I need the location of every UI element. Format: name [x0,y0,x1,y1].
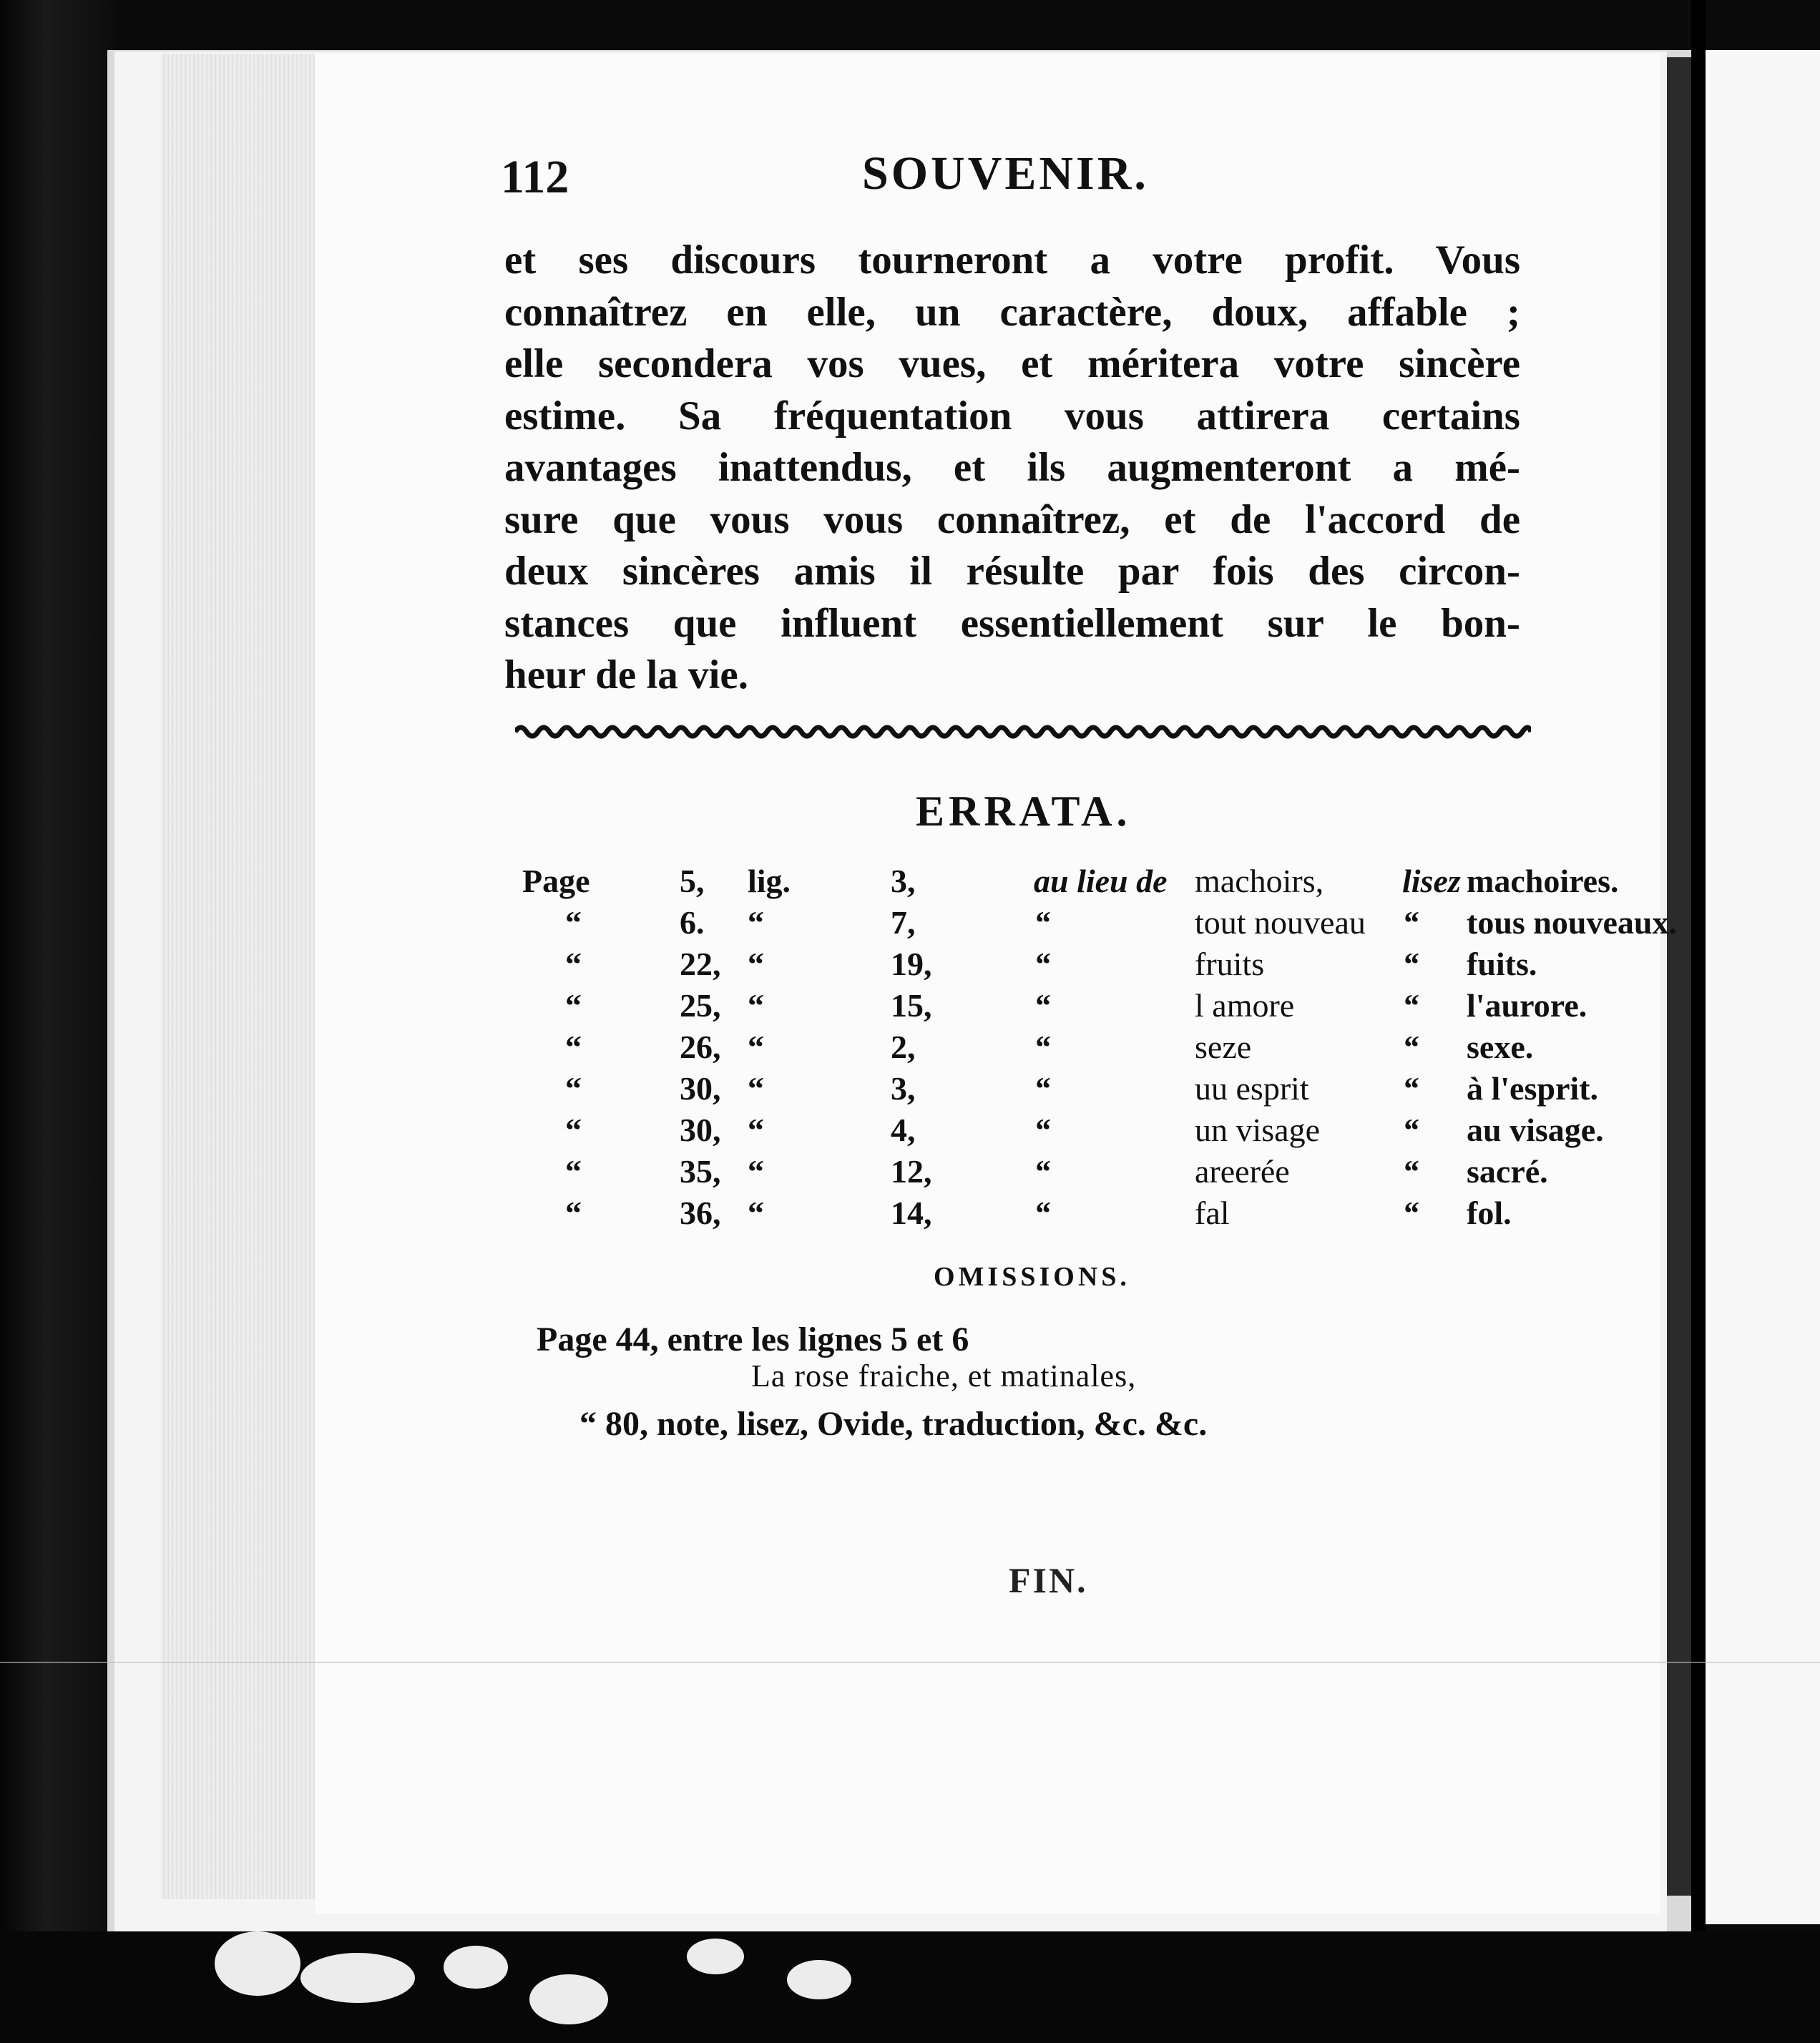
errata-line-label: “ [748,1112,764,1148]
errata-read-label: “ [1402,1153,1419,1190]
errata-wrong-text: l amore [1195,987,1295,1024]
fin-label: FIN. [1009,1560,1088,1600]
errata-wrong-text: un visage [1195,1112,1321,1148]
errata-line-label: “ [748,904,764,941]
errata-page-number: 30, [680,1112,721,1148]
errata-read-label: “ [1402,987,1419,1024]
body-line: et ses discours tourneront a votre profit. Vous [504,237,1520,283]
errata-correct-text: l'aurore. [1467,987,1587,1024]
errata-instead-of: “ [1034,1070,1050,1107]
errata-page-number: 5, [680,863,705,899]
errata-line-label: lig. [748,863,791,899]
errata-read-label: “ [1402,1195,1419,1231]
errata-read-label: “ [1402,1070,1419,1107]
errata-page-number: 6. [680,904,705,941]
errata-row [522,983,1677,1024]
page-number: 112 [501,151,569,203]
body-line: deux sincères amis il résulte par fois des circon- [504,549,1520,594]
errata-instead-of: “ [1034,1112,1050,1148]
body-line: sure que vous vous connaîtrez, et de l'accord de [504,496,1520,542]
body-line: stances que influent essentiellement sur le bon- [504,600,1520,646]
errata-title: ERRATA. [916,788,1132,835]
omission-line: La rose fraiche, et matinales, [751,1358,1137,1393]
errata-wrong-text: areerée [1195,1153,1290,1190]
body-line: connaîtrez en elle, un caractère, doux, affable ; [504,289,1520,335]
errata-line-label: “ [748,1029,764,1065]
errata-line-number: 4, [891,1112,916,1148]
facing-page-edge [1706,50,1820,1924]
errata-read-label: “ [1402,1029,1419,1065]
errata-line-number: 15, [891,987,932,1024]
errata-line-label: “ [748,1195,764,1231]
errata-line-label: “ [748,1070,764,1107]
errata-row [522,1066,1677,1107]
errata-correct-text: fol. [1467,1195,1512,1231]
errata-read-label: “ [1402,946,1419,982]
errata-line-number: 7, [891,904,916,941]
errata-instead-of: au lieu de [1034,863,1168,899]
page-edges [161,54,326,1899]
omission-line: Page 44, entre les lignes 5 et 6 [537,1321,969,1358]
body-line: avantages inattendus, et ils augmenteront a mé- [504,445,1520,490]
errata-line-label: “ [748,1153,764,1190]
errata-page-label: “ [565,1112,582,1148]
wavy-rule-divider [515,719,1531,740]
errata-line-label: “ [748,987,764,1024]
errata-page-number: 26, [680,1029,721,1065]
errata-read-label: “ [1402,1112,1419,1148]
omission-line: “ 80, note, lisez, Ovide, traduction, &c. &c. [579,1405,1208,1443]
scan-artifact-line [0,1662,1820,1663]
errata-page-number: 22, [680,946,721,982]
errata-line-number: 19, [891,946,932,982]
errata-row [522,1190,1677,1232]
errata-row [522,858,1677,900]
errata-correct-text: sacré. [1467,1153,1548,1190]
errata-line-number: 3, [891,1070,916,1107]
errata-page-label: “ [565,1070,582,1107]
omissions-title: OMISSIONS. [934,1262,1130,1292]
errata-row [522,941,1677,983]
errata-correct-text: machoires. [1467,863,1619,899]
paper-damage [687,1939,744,1974]
errata-instead-of: “ [1034,1195,1050,1231]
errata-correct-text: fuits. [1467,946,1537,982]
errata-instead-of: “ [1034,987,1050,1024]
errata-page-label: “ [565,1153,582,1190]
errata-correct-text: à l'esprit. [1467,1070,1598,1107]
errata-page-label: “ [565,1029,582,1065]
errata-instead-of: “ [1034,946,1050,982]
paper-damage [444,1946,508,1989]
body-line: heur de la vie. [504,652,748,697]
errata-page-label: “ [565,1195,582,1231]
errata-instead-of: “ [1034,904,1050,941]
errata-row [522,1107,1677,1149]
errata-page-number: 25, [680,987,721,1024]
errata-table [522,858,1677,1232]
paper-damage [787,1960,851,1999]
errata-line-number: 3, [891,863,916,899]
errata-line-label: “ [748,946,764,982]
paper-damage [529,1974,608,2024]
body-line: elle secondera vos vues, et méritera votre sincère [504,341,1520,386]
paper-damage [300,1953,415,2003]
body-line: estime. Sa fréquentation vous attirera certains [504,393,1520,439]
errata-read-label: “ [1402,904,1419,941]
errata-wrong-text: fal [1195,1195,1230,1231]
book-gutter-shadow [1691,0,1706,2043]
errata-line-number: 2, [891,1029,916,1065]
errata-page-label: Page [522,863,590,899]
errata-wrong-text: tout nouveau [1195,904,1366,941]
errata-line-number: 14, [891,1195,932,1231]
errata-wrong-text: uu esprit [1195,1070,1309,1107]
errata-line-number: 12, [891,1153,932,1190]
errata-page-label: “ [565,904,582,941]
errata-page-number: 36, [680,1195,721,1231]
errata-page-label: “ [565,946,582,982]
errata-page-number: 30, [680,1070,721,1107]
errata-correct-text: au visage. [1467,1112,1604,1148]
errata-row [522,1149,1677,1190]
errata-correct-text: sexe. [1467,1029,1534,1065]
book-binding-left [0,0,114,2043]
errata-row [522,900,1677,941]
errata-read-label: lisez [1402,863,1461,899]
errata-instead-of: “ [1034,1029,1050,1065]
errata-correct-text: tous nouveaux. [1467,904,1677,941]
errata-wrong-text: fruits [1195,946,1265,982]
errata-instead-of: “ [1034,1153,1050,1190]
paper-damage [215,1931,300,1996]
errata-page-number: 35, [680,1153,721,1190]
errata-wrong-text: seze [1195,1029,1252,1065]
errata-row [522,1024,1677,1066]
body-paragraph [504,235,1520,702]
running-head: SOUVENIR. [862,147,1149,200]
errata-wrong-text: machoirs, [1195,863,1324,899]
errata-page-label: “ [565,987,582,1024]
